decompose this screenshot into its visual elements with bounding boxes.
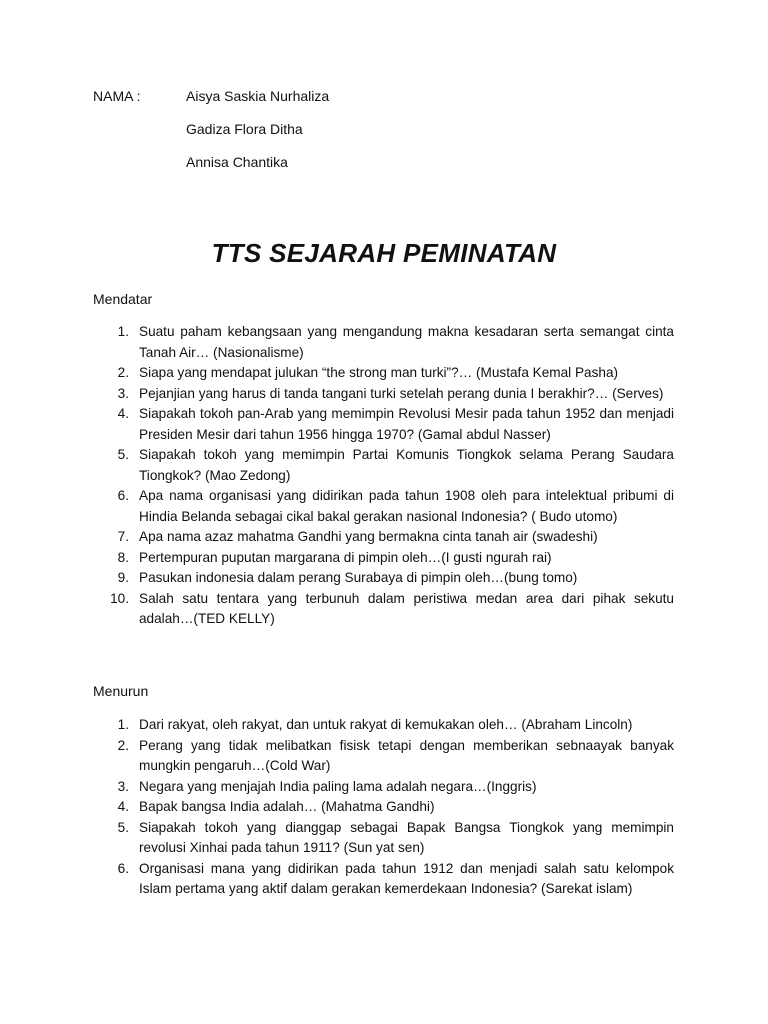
item-number: 8.	[117, 549, 129, 565]
item-text: Negara yang menjajah India paling lama adalah negara…(Inggris)	[139, 778, 537, 794]
list-item	[93, 445, 674, 486]
member-name: Annisa Chantika	[186, 154, 288, 170]
member-name: Aisya Saskia Nurhaliza	[186, 88, 330, 104]
item-text: Apa nama organisasi yang didirikan pada tahun 1908 oleh para intelektual pribumi di Hindia Belanda sebagai cikal bakal gerakan nasional Indonesia? ( Budo utomo)	[139, 488, 674, 524]
menurun-heading: Menurun	[93, 683, 149, 699]
item-number: 7.	[117, 529, 129, 544]
item-number: 3.	[117, 778, 129, 794]
item-number: 1.	[117, 717, 129, 732]
names-block	[93, 88, 613, 187]
list-item	[93, 527, 674, 548]
item-number: 6.	[117, 488, 129, 503]
list-item	[93, 818, 674, 859]
item-text: Suatu paham kebangsaan yang mengandung makna kesadaran serta semangat cinta Tanah Air… (Nasionalisme)	[139, 324, 674, 360]
name-row	[93, 121, 613, 154]
names-label: NAMA :	[93, 88, 141, 104]
list-item	[93, 589, 674, 630]
item-text: Siapakah tokoh yang memimpin Partai Komunis Tiongkok selama Perang Saudara Tiongkok? (Mao Zedong)	[139, 447, 674, 483]
item-text: Dari rakyat, oleh rakyat, dan untuk rakyat di kemukakan oleh… (Abraham Lincoln)	[139, 717, 633, 732]
list-item	[93, 363, 674, 384]
item-text: Organisasi mana yang didirikan pada tahun 1912 dan menjadi salah satu kelompok Islam pertama yang aktif dalam gerakan kemerdekaan Indonesia? (Sarekat islam)	[139, 860, 674, 896]
member-name: Gadiza Flora Ditha	[186, 121, 303, 137]
item-text: Siapakah tokoh pan-Arab yang memimpin Revolusi Mesir pada tahun 1952 dan menjadi Presiden Mesir dari tahun 1956 hingga 1970? (Gamal abdul Nasser)	[139, 406, 674, 442]
menurun-list	[93, 715, 674, 900]
page-title: TTS SEJARAH PEMINATAN	[211, 238, 557, 268]
list-item	[93, 404, 674, 445]
item-number: 4.	[117, 406, 129, 421]
list-item	[93, 486, 674, 527]
name-row	[93, 88, 613, 121]
item-number: 5.	[117, 819, 129, 835]
item-text: Apa nama azaz mahatma Gandhi yang bermakna cinta tanah air (swadeshi)	[139, 529, 598, 544]
name-row	[93, 154, 613, 187]
item-number: 3.	[117, 385, 129, 401]
item-number: 2.	[117, 737, 129, 753]
item-text: Siapakah tokoh yang dianggap sebagai Bapak Bangsa Tiongkok yang memimpin revolusi Xinhai pada tahun 1911? (Sun yat sen)	[139, 819, 674, 855]
list-item	[93, 736, 674, 777]
list-item	[93, 384, 674, 405]
item-text: Pejanjian yang harus di tanda tangani turki setelah perang dunia I berakhir?… (Serves)	[139, 385, 664, 401]
item-number: 10.	[110, 590, 129, 606]
item-number: 9.	[117, 570, 129, 585]
item-text: Perang yang tidak melibatkan fisisk tetapi dengan memberikan sebnaayak banyak mungkin pengaruh…(Cold War)	[139, 737, 674, 773]
list-item	[93, 777, 674, 798]
list-item	[93, 859, 674, 900]
item-number: 2.	[117, 365, 129, 380]
item-text: Pasukan indonesia dalam perang Surabaya di pimpin oleh…(bung tomo)	[139, 570, 578, 585]
list-item	[93, 797, 674, 818]
item-text: Siapa yang mendapat julukan “the strong man turki”?… (Mustafa Kemal Pasha)	[139, 365, 619, 380]
list-item	[93, 322, 674, 363]
item-text: Pertempuran puputan margarana di pimpin oleh…(I gusti ngurah rai)	[139, 549, 552, 565]
list-item	[93, 568, 674, 589]
list-item	[93, 715, 674, 736]
item-number: 6.	[117, 860, 129, 876]
mendatar-list	[93, 322, 674, 630]
item-text: Bapak bangsa India adalah… (Mahatma Gandhi)	[139, 799, 435, 814]
item-number: 4.	[117, 799, 129, 814]
item-number: 1.	[117, 324, 129, 339]
item-number: 5.	[117, 447, 129, 462]
mendatar-heading: Mendatar	[93, 291, 153, 307]
list-item	[93, 548, 674, 569]
item-text: Salah satu tentara yang terbunuh dalam peristiwa medan area dari pihak sekutu adalah…(TED KELLY)	[139, 590, 674, 626]
